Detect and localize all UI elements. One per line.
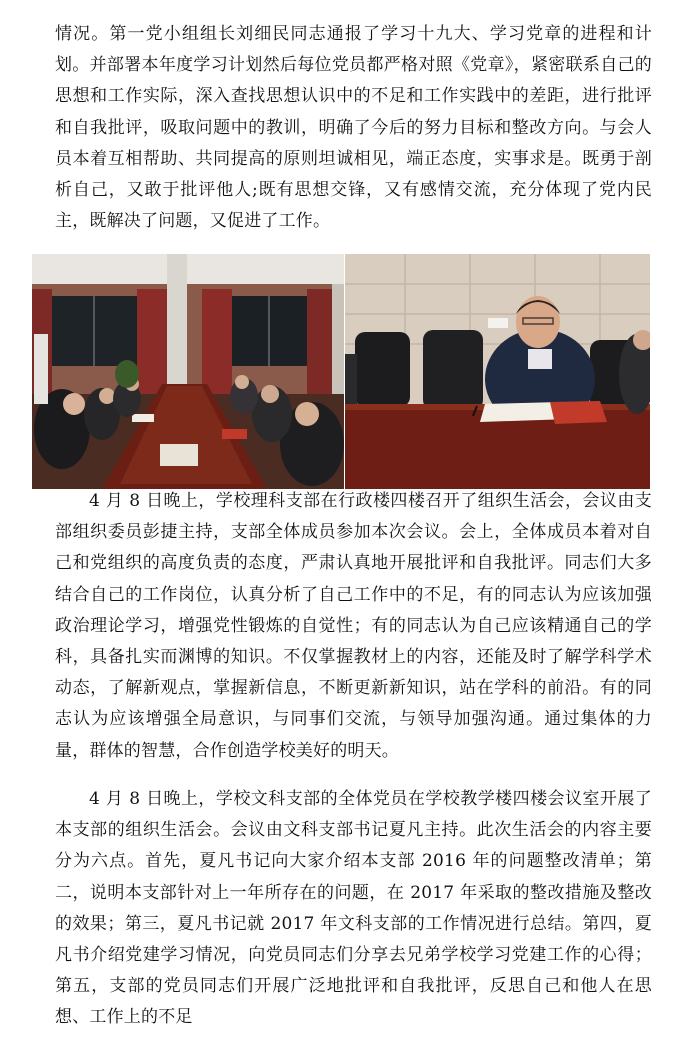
paragraph-science-branch: [55, 486, 652, 767]
paragraph-arts-branch: [55, 784, 652, 1034]
meeting-room-photo-right: [345, 254, 650, 489]
paragraph-intro-text: 情况。第一党小组组长刘细民同志通报了学习十九大、学习党章的进程和计划。并部署本年度学习计划然后每位党员都严格对照《党章》，紧密联系自己的思想和工作实际，深入查找思想认识中的不足和工作实践中的差距，进行批评和自我批评，吸取问题中的教训，明确了今后的努力目标和整改方向。与会人员本着互相帮助、共同提高的原则坦诚相见，端正态度，实事求是。既勇于剖析自己，又敢于批评他人;既有思想交锋，又有感情交流，充分体现了党内民主，既解决了问题，又促进了工作。: [55, 24, 652, 232]
paragraph-arts-branch-text: 4 月 8 日晚上，学校文科支部的全体党员在学校教学楼四楼会议室开展了本支部的组织生活会。会议由文科支部书记夏凡主持。此次生活会的内容主要分为六点。首先，夏凡书记向大家介绍本支部 2016 年的问题整改清单；第二，说明本支部针对上一年所存在的问题，在 2017 年采取的整改措施及整改的效果；第三，夏凡书记就 2017 年文科支部的工作情况进行总结。第四，夏凡书介绍党建学习情况，向党员同志们分享去兄弟学校学习党建工作的心得；第五，支部的党员同志们开展广泛地批评和自我批评，反思自己和他人在思想、工作上的不足: [55, 789, 652, 1028]
paragraph-science-branch-text: 4 月 8 日晚上，学校理科支部在行政楼四楼召开了组织生活会，会议由支部组织委员彭捷主持，支部全体成员参加本次会议。会上，全体成员本着对自己和党组织的高度负责的态度，严肃认真地开展批评和自我批评。同志们大多结合自己的工作岗位，认真分析了自己工作中的不足，有的同志认为应该加强政治理论学习，增强党性锻炼的自觉性；有的同志认为自己应该精通自己的学科，具备扎实而渊博的知识。不仅掌握教材上的内容，还能及时了解学科学术动态，了解新观点，掌握新信息，不断更新新知识，站在学科的前沿。有的同志认为应该增强全局意识，与同事们交流，与领导加强沟通。通过集体的力量，群体的智慧，合作创造学校美好的明天。: [55, 491, 652, 761]
paragraph-intro: [55, 19, 652, 237]
meeting-speaker-image: [345, 254, 650, 489]
meeting-room-photo-left: [32, 254, 344, 489]
meeting-room-wide-image: [32, 254, 344, 489]
